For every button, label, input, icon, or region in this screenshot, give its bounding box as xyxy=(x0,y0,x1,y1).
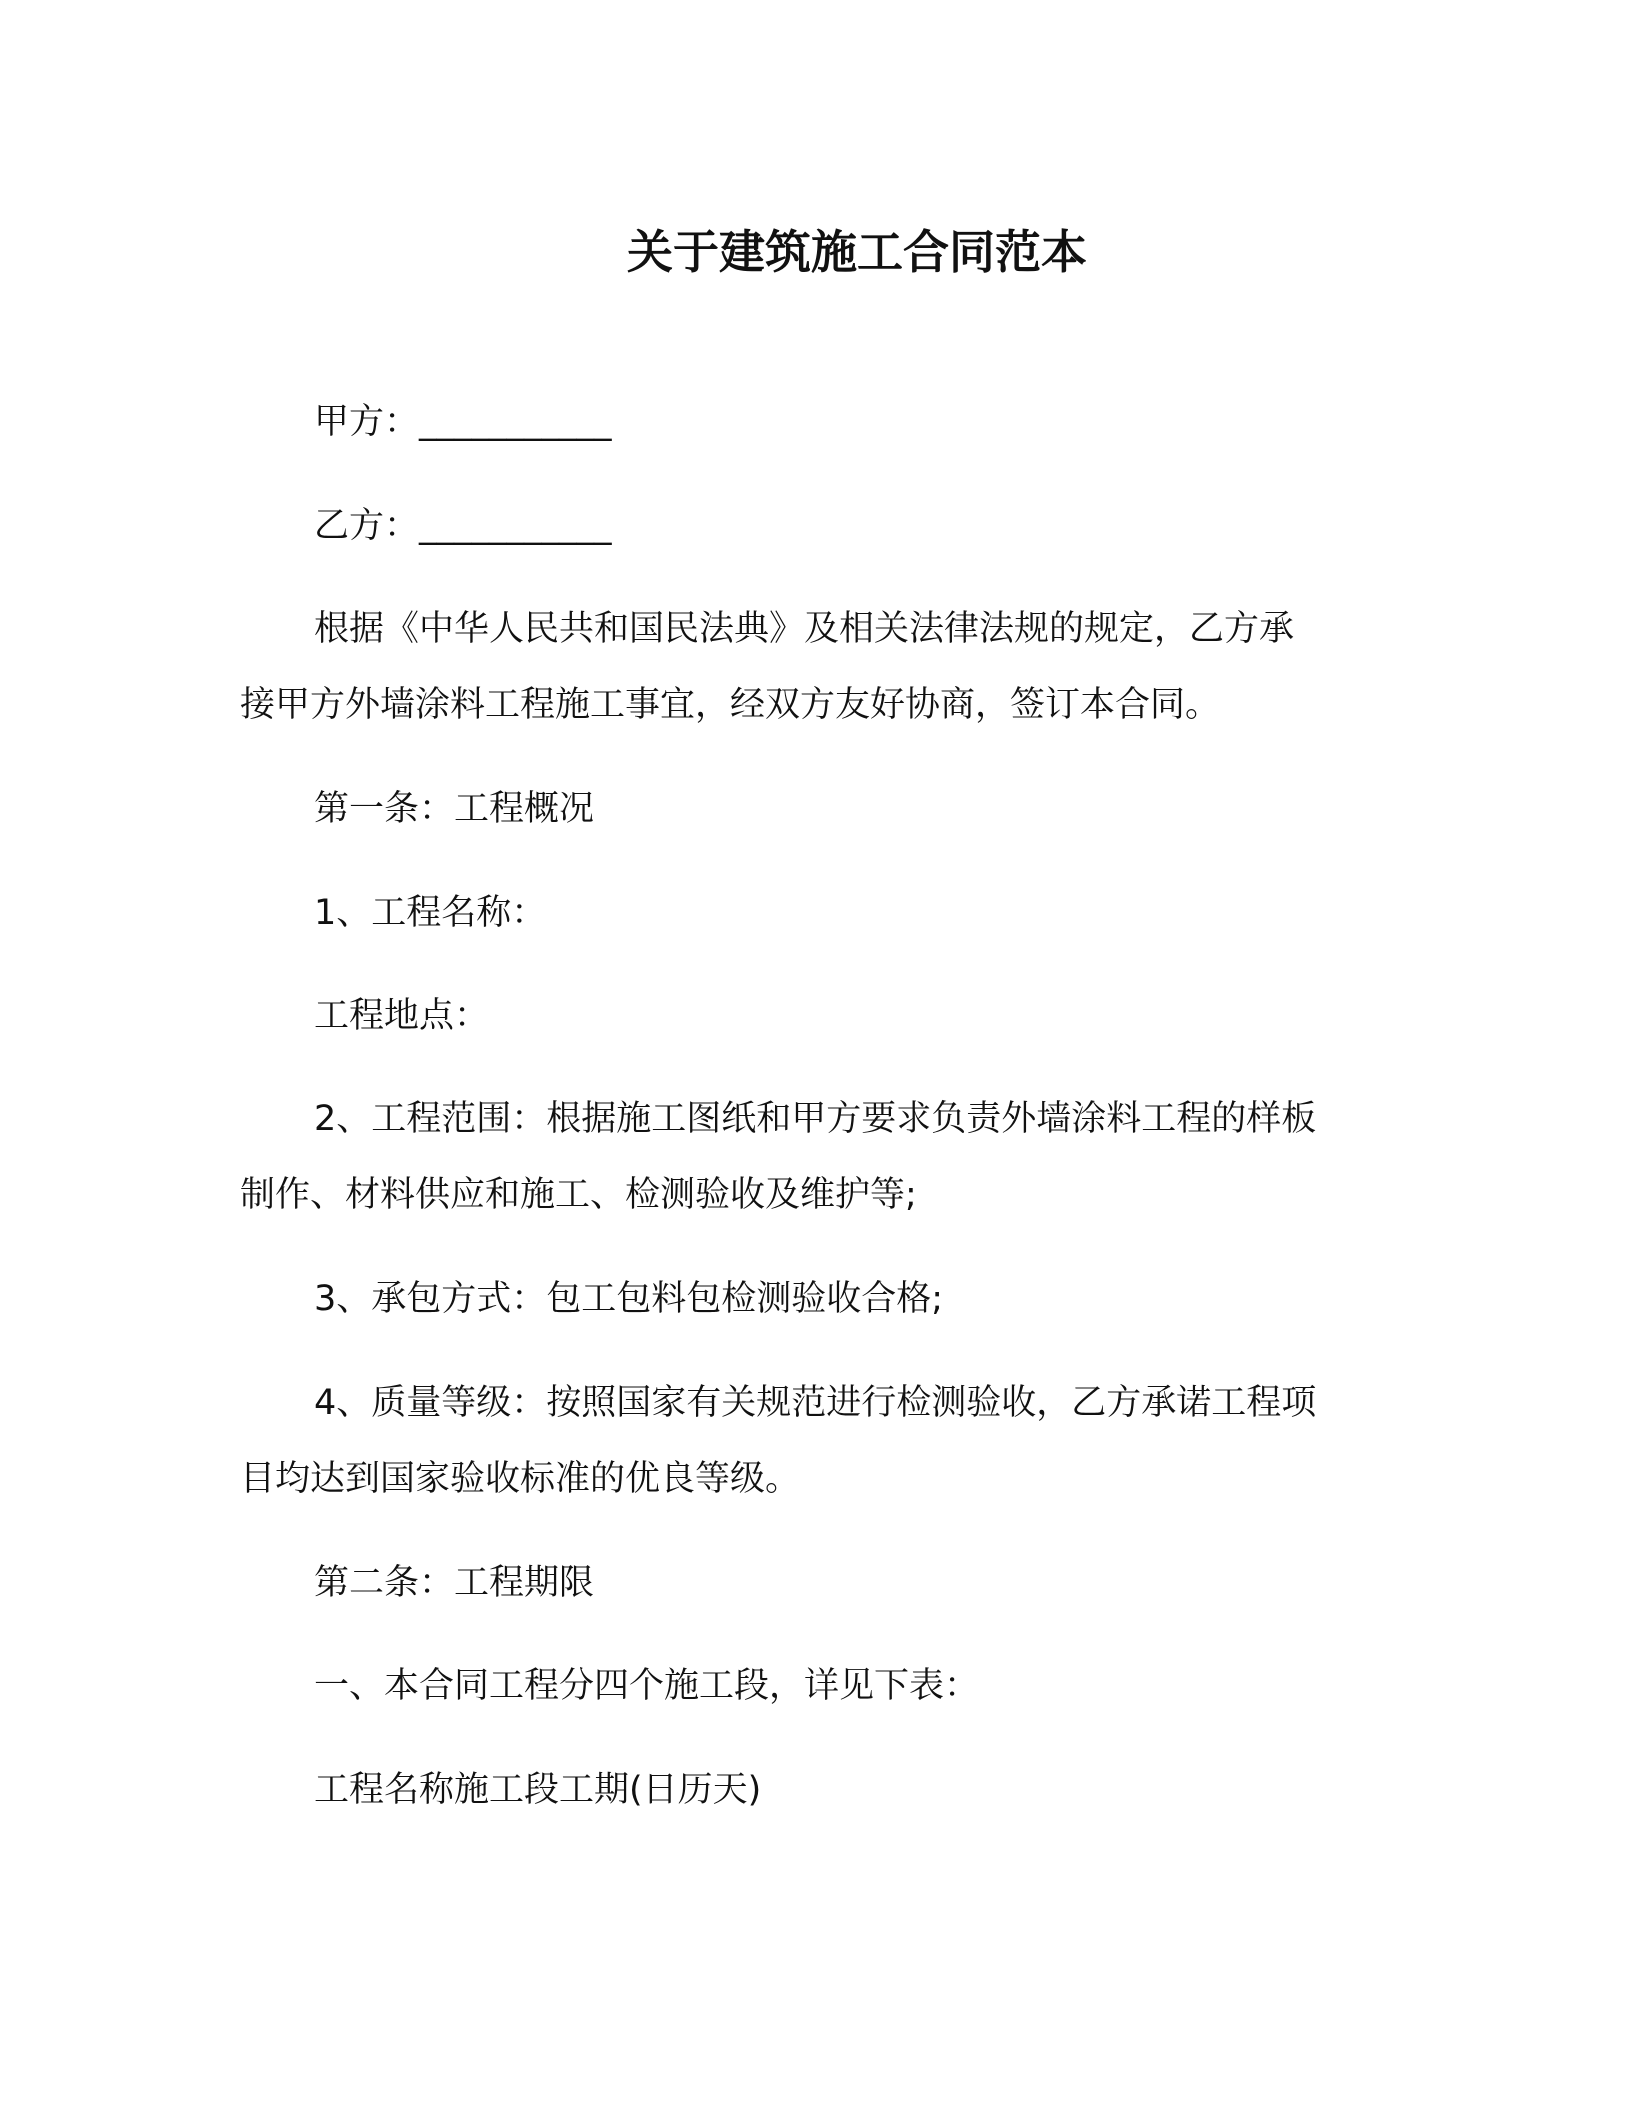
intro-paragraph-line-2: 接甲方外墙涂料工程施工事宜，经双方友好协商，签订本合同。 xyxy=(240,685,1221,725)
project-location-line: 工程地点： xyxy=(314,996,490,1036)
project-scope-line-1: 2、工程范围：根据施工图纸和甲方要求负责外墙涂料工程的样板 xyxy=(314,1099,1317,1139)
document-title: 关于建筑施工合同范本 xyxy=(627,225,1087,279)
party-a-line: 甲方：___________ xyxy=(314,402,612,442)
article-2-heading: 第二条：工程期限 xyxy=(314,1563,595,1603)
quality-grade-line-2: 目均达到国家验收标准的优良等级。 xyxy=(240,1459,801,1499)
contract-method-line: 3、承包方式：包工包料包检测验收合格; xyxy=(314,1279,944,1319)
article-1-heading: 第一条：工程概况 xyxy=(314,789,595,829)
party-b-line: 乙方：___________ xyxy=(314,506,612,546)
quality-grade-line-1: 4、质量等级：按照国家有关规范进行检测验收，乙方承诺工程项 xyxy=(314,1383,1317,1423)
intro-paragraph-line-1: 根据《中华人民共和国民法典》及相关法律法规的规定，乙方承 xyxy=(314,609,1295,649)
table-header-line: 工程名称施工段工期(日历天) xyxy=(314,1770,762,1810)
project-scope-line-2: 制作、材料供应和施工、检测验收及维护等; xyxy=(240,1175,917,1215)
project-name-line: 1、工程名称： xyxy=(314,893,547,933)
construction-sections-line: 一、本合同工程分四个施工段，详见下表： xyxy=(314,1666,980,1706)
